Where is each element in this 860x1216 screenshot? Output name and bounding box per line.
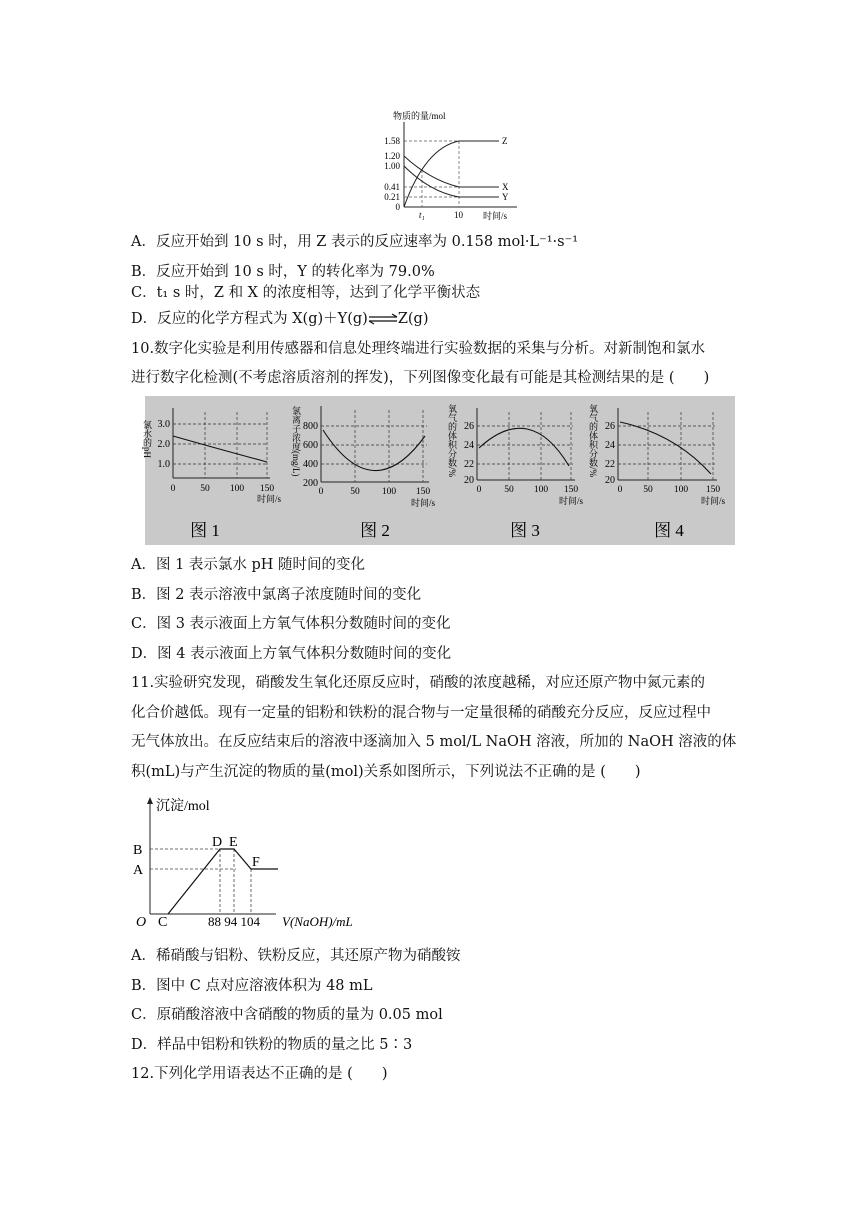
fig1-series-label: Z [502,136,508,146]
panel4-curve [620,422,711,474]
panel-2 [291,405,436,540]
q9-option-c: C．t₁ s 时，Z 和 X 的浓度相等，达到了化学平衡状态 [131,285,481,301]
fig1-xtick: t₁ [419,210,425,220]
panel1-xtick: 100 [229,484,245,494]
fig1-ytick: 0.21 [384,192,400,202]
q9-option-a: A．反应开始到 10 s 时，用 Z 表示的反应速率为 0.158 mol·L⁻¹·s⁻¹ [131,234,579,250]
panel3-xtick: 0 [476,485,482,495]
q11-stem-line4: 积(mL)与产生沉淀的物质的量(mol)关系如图所示，下列说法不正确的是 ( ) [131,764,641,780]
q11-curve [168,849,278,914]
panel4-xlabel: 时间/s [701,496,726,506]
fig1-ylabel: 物质的量/mol [393,111,446,121]
panel-3 [447,403,584,540]
panel2-ytick: 400 [303,459,318,470]
panel1-xlabel: 时间/s [257,494,282,504]
q11-stem-line3: 无气体放出。在反应结束后的溶液中逐滴加入 5 mol/L NaOH 溶液，所加的 NaOH 溶液的体 [131,734,737,750]
curve-x [404,156,499,187]
q10-option-b: B．图 2 表示溶液中氯离子浓度随时间的变化 [131,587,422,603]
panel4-ytick: 26 [605,421,615,432]
q11-precipitate-graph [128,794,378,928]
q11-level-a: A [133,863,144,878]
fig1-series-label: Y [502,192,509,202]
q11-level-b: B [133,843,143,858]
q10-figures-svg [142,396,735,545]
panel4-ytick: 20 [605,475,615,486]
panel4-ytick: 22 [605,459,615,470]
panel3-ytick: 20 [464,475,474,486]
panel2-xtick: 0 [318,487,324,497]
panel3-xtick: 100 [533,485,549,495]
panel4-xtick: 150 [705,485,721,495]
panel3-ytick: 24 [464,440,474,451]
q9-option-d-rhs: Z(g) [397,311,429,327]
q11-origin: O [136,915,147,930]
panel-1 [142,408,282,540]
panel4-xtick: 0 [617,485,623,495]
fig1-ytick: 1.00 [384,161,400,171]
panel4-xtick: 100 [673,485,689,495]
panel2-xtick: 100 [381,487,397,497]
panel2-xtick: 150 [415,487,431,497]
panel2-curve [323,430,425,471]
q10-option-c: C．图 3 表示液面上方氧气体积分数随时间的变化 [131,616,451,632]
q11-ylabel: 沉淀/mol [156,799,210,814]
panel3-ylabel: 氧气的体积分数/% [447,404,457,477]
fig1-ytick: 1.58 [384,136,400,146]
panel2-xtick: 50 [350,487,360,497]
q11-point-e: E [229,835,238,850]
q11-xlabel: V(NaOH)/mL [282,914,353,929]
panel-4 [588,403,726,540]
panel1-xtick: 50 [200,484,210,494]
q10-option-a: A．图 1 表示氯水 pH 随时间的变化 [131,557,366,573]
q9-option-d [131,309,429,329]
panel2-caption: 图 2 [360,521,390,540]
panel3-caption: 图 3 [510,521,540,540]
q11-point-c: C [158,915,168,930]
q11-stem-line1: 11.实验研究发现，硝酸发生氧化还原反应时，硝酸的浓度越稀，对应还原产物中氮元素的 [131,675,706,691]
fig1-xtick: 10 [454,210,463,220]
fig1-ytick: 0 [395,202,400,212]
panel2-ytick: 600 [303,440,318,451]
panel4-ylabel: 氧气的体积分数/% [588,404,598,477]
panel1-ylabel: 氯水的pH [142,420,152,458]
q11-option-d: D．样品中铝粉和铁粉的物质的量之比 5∶3 [131,1037,413,1053]
panel1-xtick: 150 [259,484,275,494]
panel4-ytick: 24 [605,440,615,451]
q10-stem-line1: 10.数字化实验是利用传感器和信息处理终端进行实验数据的采集与分析。对新制饱和氯水 [131,341,706,357]
panel1-ytick: 3.0 [157,419,170,430]
panel3-xtick: 150 [563,485,579,495]
panel1-ytick: 2.0 [157,439,170,450]
fig1-ytick: 0.41 [384,182,400,192]
q9-option-d-lhs: D．反应的化学方程式为 X(g)＋Y(g) [131,311,368,327]
panel1-curve [173,436,267,462]
q11-point-d: D [212,835,223,850]
equilibrium-arrow-icon [368,313,398,325]
q11-option-b: B．图中 C 点对应溶液体积为 48 mL [131,978,373,994]
panel4-xtick: 50 [643,485,653,495]
fig1-xlabel: 时间/s [483,211,508,221]
q11-xticks: 88 94 104 [208,914,260,929]
panel3-curve [479,428,569,466]
q11-option-a: A．稀硝酸与铝粉、铁粉反应，其还原产物为硝酸铵 [131,948,461,964]
fig1-ytick: 1.20 [384,151,400,161]
panel3-ytick: 22 [464,459,474,470]
q11-option-c: C．原硝酸溶液中含硝酸的物质的量为 0.05 mol [131,1007,443,1023]
panel3-xtick: 50 [504,485,514,495]
panel2-xlabel: 时间/s [411,498,436,508]
panel3-xlabel: 时间/s [559,496,584,506]
panel3-ytick: 26 [464,421,474,432]
q12-stem: 12.下列化学用语表达不正确的是 ( ) [131,1066,388,1082]
q9-amount-time-graph [375,108,525,223]
panel1-xtick: 0 [170,484,176,494]
q10-option-d: D．图 4 表示液面上方氧气体积分数随时间的变化 [131,646,452,662]
panel4-caption: 图 4 [654,521,684,540]
q11-point-f: F [252,855,260,870]
panel2-ylabel: 氯离子浓度(mg/L) [291,406,301,477]
q11-stem-line2: 化合价越低。现有一定量的铝粉和铁粉的混合物与一定量很稀的硝酸充分反应，反应过程中 [131,705,711,721]
panel2-ytick: 200 [303,478,318,489]
panel2-ytick: 800 [303,421,318,432]
q9-option-b: B．反应开始到 10 s 时，Y 的转化率为 79.0% [131,264,435,280]
q10-stem-line2: 进行数字化检测(不考虑溶质溶剂的挥发)，下列图像变化最有可能是其检测结果的是 ( ) [131,370,710,386]
panel1-caption: 图 1 [190,521,220,540]
panel1-ytick: 1.0 [157,459,170,470]
q10-figures-panel [142,396,735,545]
curve-y [404,166,499,197]
fig1-series-label: X [502,182,509,192]
